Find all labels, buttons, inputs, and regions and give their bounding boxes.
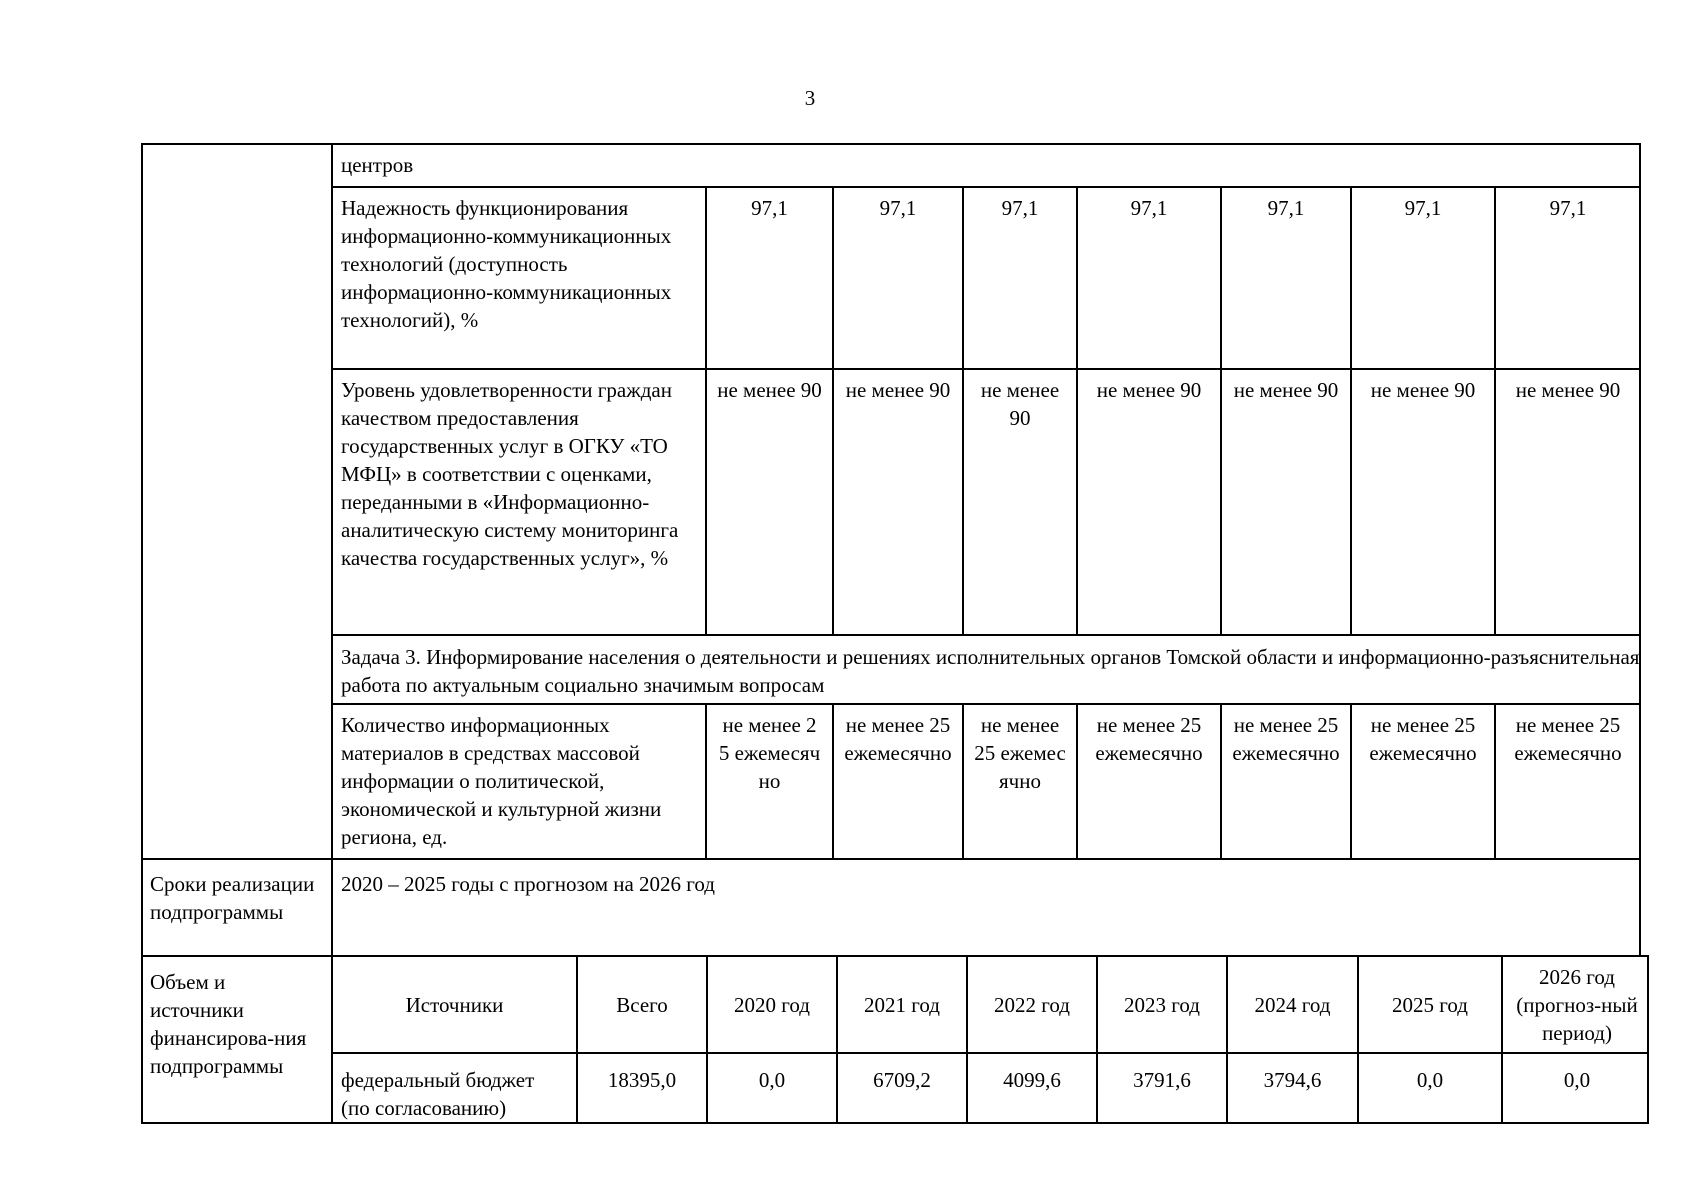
- table-rule: [1639, 143, 1641, 956]
- funding-header-sources: Источники: [405, 993, 504, 1017]
- table-rule: [1076, 186, 1078, 635]
- value-cell: 97,1: [1267, 196, 1305, 220]
- funding-header-year: 2024 год: [1254, 993, 1331, 1017]
- funding-value: 18395,0: [607, 1068, 677, 1092]
- value-cell: 97,1: [1001, 196, 1039, 220]
- table-rule: [1096, 955, 1098, 1124]
- value-cell: не менее 25 ежемесячно: [844, 713, 952, 765]
- value-cell: не менее 25 ежемесячно: [718, 713, 821, 793]
- table-rule: [1220, 703, 1222, 859]
- table-rule: [962, 703, 964, 859]
- table-rule: [141, 955, 1648, 957]
- table-rule: [576, 955, 578, 1124]
- funding-header-year: 2023 год: [1124, 993, 1200, 1017]
- funding-header-year: 2020 год: [734, 993, 810, 1017]
- value-cell: не менее 90: [1370, 378, 1476, 402]
- timeline-label: Сроки реализации подпрограммы: [150, 872, 315, 924]
- table-rule: [832, 186, 834, 635]
- value-cell: не менее 90: [1233, 378, 1339, 402]
- value-cell: не менее 90: [717, 378, 822, 402]
- value-cell: не менее 25 ежемесячно: [1095, 713, 1203, 765]
- continuation-text: центров: [341, 153, 414, 177]
- table-rule: [1226, 955, 1228, 1124]
- table-rule: [331, 634, 1640, 636]
- funding-value: 6709,2: [873, 1068, 931, 1092]
- task-3-heading: Задача 3. Информирование населения о деятельности и решениях исполнительных органов Томской области и информационно-разъяснительная работа по актуальным социально значимым вопросам: [341, 645, 1640, 697]
- table-rule: [705, 703, 707, 859]
- funding-source-federal: федеральный бюджет (по согласованию): [341, 1068, 535, 1120]
- table-rule: [141, 143, 1640, 145]
- value-cell: не менее 25 ежемесячно: [1232, 713, 1340, 765]
- page-number: 3: [804, 86, 816, 110]
- value-cell: не менее 25 ежемесячно: [974, 713, 1066, 793]
- value-cell: не менее 90: [1515, 378, 1621, 402]
- table-rule: [962, 186, 964, 635]
- funding-value: 4099,6: [1003, 1068, 1061, 1092]
- table-rule: [705, 186, 707, 635]
- indicator-info-materials: Количество информационных материалов в средствах массовой информации о политической, экономической и культурной жизни региона, ед.: [341, 713, 662, 849]
- table-rule: [832, 703, 834, 859]
- value-cell: 97,1: [1130, 196, 1168, 220]
- table-rule: [1350, 186, 1352, 635]
- value-cell: 97,1: [1549, 196, 1587, 220]
- value-cell: не менее 90: [1096, 378, 1202, 402]
- table-rule: [1647, 955, 1649, 1124]
- table-rule: [331, 703, 1640, 705]
- value-cell: 97,1: [879, 196, 917, 220]
- table-rule: [966, 955, 968, 1124]
- table-rule: [1357, 955, 1359, 1124]
- funding-header-forecast: 2026 год (прогноз-ный период): [1516, 965, 1638, 1045]
- indicator-reliability: Надежность функционирования информационно-коммуникационных технологий (доступность информационно-коммуникационных технологий), %: [341, 196, 672, 332]
- funding-label: Объем и источники финансирова-ния подпрограммы: [150, 970, 307, 1078]
- timeline-value: 2020 – 2025 годы с прогнозом на 2026 год: [341, 872, 715, 896]
- table-rule: [1494, 186, 1496, 635]
- funding-value: 3794,6: [1263, 1068, 1322, 1092]
- value-cell: не менее 25 ежемесячно: [1514, 713, 1622, 765]
- table-rule: [836, 955, 838, 1124]
- table-rule: [1076, 703, 1078, 859]
- table-rule: [141, 1122, 1648, 1124]
- table-rule: [1350, 703, 1352, 859]
- value-cell: не менее 90: [845, 378, 951, 402]
- funding-value: 0,0: [758, 1068, 786, 1092]
- table-rule: [1494, 703, 1496, 859]
- indicator-satisfaction: Уровень удовлетворенности граждан качеством предоставления государственных услуг в ОГКУ «ТО МФЦ» в соответствии с оценками, переданными в «Информационно-аналитическую систему мониторинга качества государственных услуг», %: [341, 378, 679, 570]
- table-rule: [1501, 955, 1503, 1124]
- table-rule: [141, 143, 143, 1124]
- value-cell: не менее 90: [980, 378, 1060, 430]
- funding-value: 0,0: [1416, 1068, 1444, 1092]
- table-rule: [331, 143, 333, 1124]
- funding-header-total: Всего: [616, 993, 668, 1017]
- table-rule: [331, 186, 1640, 188]
- funding-header-year: 2025 год: [1392, 993, 1468, 1017]
- value-cell: 97,1: [751, 196, 788, 220]
- table-rule: [331, 368, 1640, 370]
- table-rule: [1220, 186, 1222, 635]
- value-cell: 97,1: [1404, 196, 1442, 220]
- funding-value: 0,0: [1563, 1068, 1591, 1092]
- value-cell: не менее 25 ежемесячно: [1369, 713, 1477, 765]
- funding-header-year: 2021 год: [864, 993, 940, 1017]
- funding-header-year: 2022 год: [994, 993, 1070, 1017]
- table-rule: [331, 1052, 1648, 1054]
- table-rule: [141, 858, 1640, 860]
- table-rule: [706, 955, 708, 1124]
- funding-value: 3791,6: [1133, 1068, 1191, 1092]
